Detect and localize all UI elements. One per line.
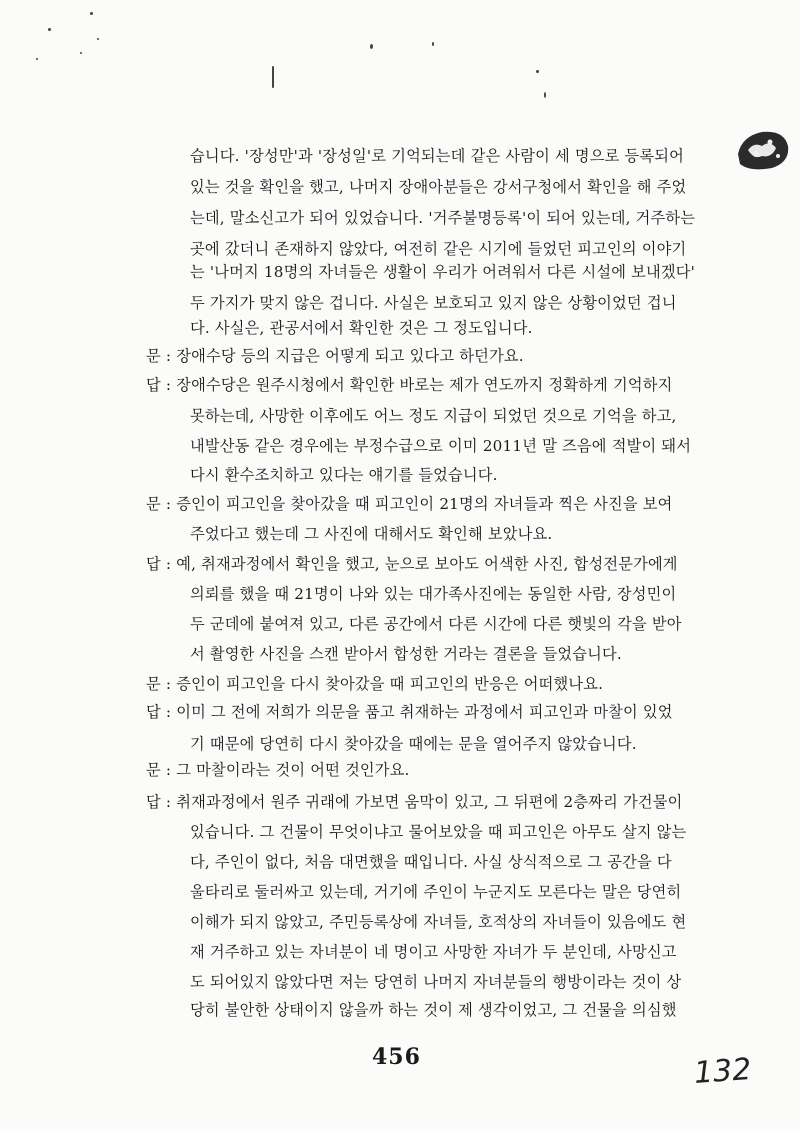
body-line: 는 '나머지 18명의 자녀들은 생활이 우리가 어려워서 다른 시설에 보내겠다' <box>190 263 695 281</box>
answer-line: 답 : 취재과정에서 원주 귀래에 가보면 움막이 있고, 그 뒤편에 2층짜리 가건물이 <box>146 793 683 811</box>
scan-speck <box>36 58 38 60</box>
body-line: 두 군데에 붙여져 있고, 다른 공간에서 다른 시간에 다른 햇빛의 각을 받아 <box>190 615 682 633</box>
body-line: 기 때문에 당연히 다시 찾아갔을 때에는 문을 열어주지 않았습니다. <box>190 735 637 753</box>
scan-speck <box>432 42 434 46</box>
body-line: 도 되어있지 않았다면 저는 당연히 나머지 자녀분들의 행방이라는 것이 상 <box>190 973 682 991</box>
body-line: 울타리로 둘러싸고 있는데, 거기에 주인이 누군지도 모른다는 말은 당연히 <box>190 883 682 901</box>
answer-line: 답 : 예, 취재과정에서 확인을 했고, 눈으로 보아도 어색한 사진, 합성전문가에게 <box>146 555 678 573</box>
question-line: 문 : 증인이 피고인을 다시 찾아갔을 때 피고인의 반응은 어떠했나요. <box>146 675 604 693</box>
scan-speck <box>544 92 546 98</box>
stamp-mark <box>732 124 792 174</box>
question-line: 문 : 장애수당 등의 지급은 어떻게 되고 있다고 하던가요. <box>146 347 524 365</box>
page-number: 456 <box>372 1044 421 1070</box>
question-line: 문 : 증인이 피고인을 찾아갔을 때 피고인이 21명의 자녀들과 찍은 사진을 보여 <box>146 495 673 513</box>
scan-speck <box>48 28 51 31</box>
body-line: 있습니다. 그 건물이 무엇이냐고 물어보았을 때 피고인은 아무도 살지 않는 <box>190 823 687 841</box>
scan-speck <box>536 70 539 73</box>
body-line: 이해가 되지 않았고, 주민등록상에 자녀들, 호적상의 자녀들이 있음에도 현 <box>190 913 687 931</box>
body-line: 주었다고 했는데 그 사진에 대해서도 확인해 보았나요. <box>190 525 553 543</box>
body-line: 다. 사실은, 관공서에서 확인한 것은 그 정도입니다. <box>190 319 533 337</box>
body-line: 두 가지가 맞지 않은 겁니다. 사실은 보호되고 있지 않은 상황이었던 겁니 <box>190 294 677 312</box>
scan-speck <box>80 52 82 54</box>
answer-line: 답 : 이미 그 전에 저희가 의문을 품고 취재하는 과정에서 피고인과 마찰이 있었 <box>146 703 673 721</box>
scan-speck <box>370 44 373 49</box>
body-line: 당히 불안한 상태이지 않을까 하는 것이 제 생각이었고, 그 건물을 의심했 <box>190 1001 677 1019</box>
body-line: 내발산동 같은 경우에는 부정수급으로 이미 2011년 말 즈음에 적발이 돼서 <box>190 437 692 455</box>
question-line: 문 : 그 마찰이라는 것이 어떤 것인가요. <box>146 761 410 779</box>
scan-speck <box>272 66 274 88</box>
body-line: 못하는데, 사망한 이후에도 어느 정도 지급이 되었던 것으로 기억을 하고, <box>190 407 677 425</box>
answer-line: 답 : 장애수당은 원주시청에서 확인한 바로는 제가 연도까지 정확하게 기억하지 <box>146 376 673 394</box>
body-line: 곳에 갔더니 존재하지 않았다, 여전히 같은 시기에 들었던 피고인의 이야기 <box>190 240 687 258</box>
body-line: 있는 것을 확인을 했고, 나머지 장애아분들은 강서구청에서 확인을 해 주었 <box>190 178 687 196</box>
scan-speck <box>90 12 93 15</box>
handwritten-page-number: 132 <box>692 1052 753 1091</box>
body-line: 습니다. '장성만'과 '장성일'로 기억되는데 같은 사람이 세 명으로 등록되어 <box>190 147 685 165</box>
body-line: 다, 주인이 없다, 처음 대면했을 때입니다. 사실 상식적으로 그 공간을 다 <box>190 853 672 871</box>
body-line: 는데, 말소신고가 되어 있었습니다. '거주불명등록'이 되어 있는데, 거주하는 <box>190 209 696 227</box>
body-line: 다시 환수조치하고 있다는 얘기를 들었습니다. <box>190 466 498 484</box>
body-line: 재 거주하고 있는 자녀분이 네 명이고 사망한 자녀가 두 분인데, 사망신고 <box>190 943 677 961</box>
body-line: 의뢰를 했을 때 21명이 나와 있는 대가족사진에는 동일한 사람, 장성민이 <box>190 585 677 603</box>
body-line: 서 촬영한 사진을 스캔 받아서 합성한 거라는 결론을 들었습니다. <box>190 645 622 663</box>
scan-speck <box>97 38 99 40</box>
